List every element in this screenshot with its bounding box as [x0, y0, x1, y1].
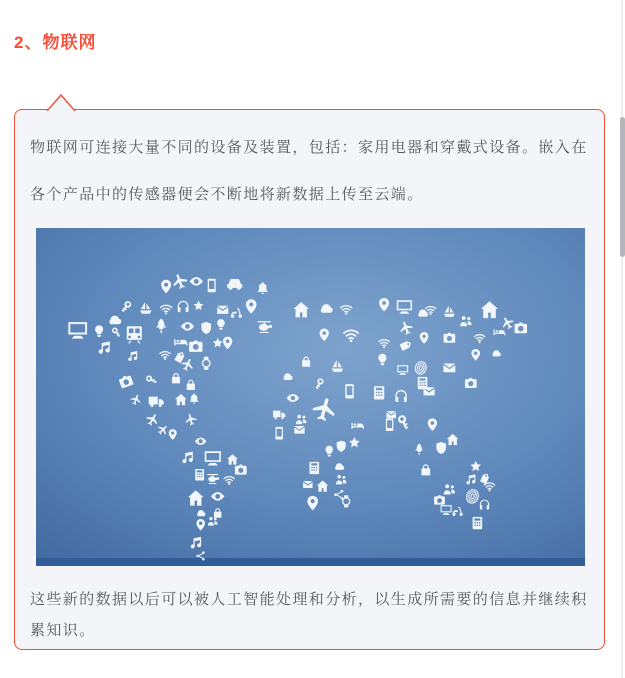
card-paragraph-2: 这些新的数据以后可以被人工智能处理和分析，以生成所需要的信息并继续积累知识。 — [30, 591, 588, 639]
map-background — [36, 228, 585, 566]
callout-card — [14, 109, 605, 650]
card-paragraph-1: 物联网可连接大量不同的设备及装置，包括：家用电器和穿戴式设备。嵌入在各个产品中的传感器便会不断地将新数据上传至云端。 — [30, 139, 588, 203]
scrollbar-thumb[interactable] — [620, 117, 625, 257]
iot-world-map-image — [36, 228, 585, 566]
page-title: 2、物联网 — [14, 33, 97, 52]
iot-map-svg — [36, 228, 585, 566]
card-notch-icon — [46, 93, 76, 111]
scrollbar-track — [621, 0, 623, 678]
map-bottom-band — [36, 558, 585, 566]
